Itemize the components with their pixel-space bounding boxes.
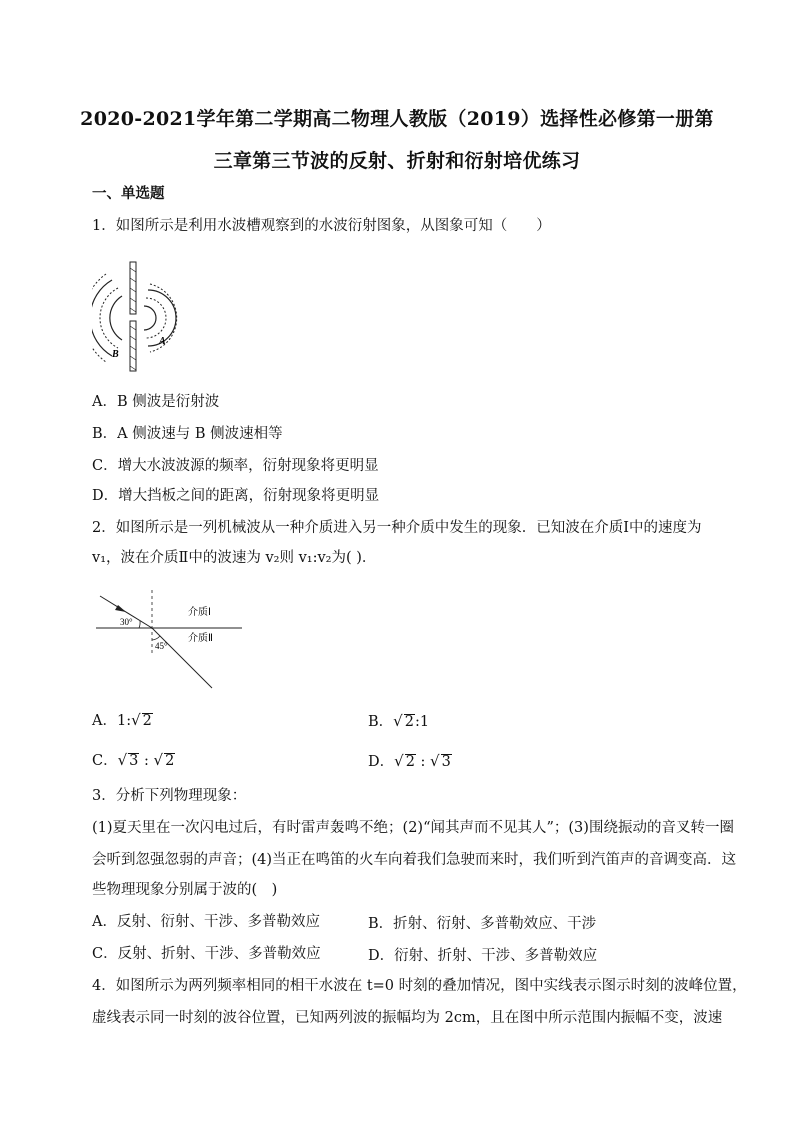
q1-diffraction-figure <box>92 258 187 373</box>
q1-option-a: A．B 侧波是衍射波 <box>92 394 220 410</box>
q2-option-d-radicand-2: 3 <box>441 754 451 770</box>
q2-medium-1: 介质Ⅰ <box>188 607 211 618</box>
q3-paragraph-line-1: (1)夏天里在一次闪电过后，有时雷声轰鸣不绝；(2)“闻其声而不见其人”；(3)围绕振动的音叉转一圈 <box>92 820 734 836</box>
q4-paragraph-line-2: 虚线表示同一时刻的波谷位置，已知两列波的振幅均为 2cm，且在图中所示范围内振幅不变，波速 <box>92 1010 723 1026</box>
q1-stem: 1．如图所示是利用水波槽观察到的水波衍射图象，从图象可知（ ） <box>92 218 551 234</box>
q2-angle-30: 30° <box>120 617 133 627</box>
q2-angle-45: 45° <box>155 641 168 651</box>
q1-option-d: D．增大挡板之间的距离，衍射现象将更明显 <box>92 488 380 504</box>
q1-label-b: B <box>112 349 119 360</box>
q2-option-c-radicand-2: 2 <box>165 753 175 769</box>
q1-option-c: C．增大水波波源的频率，衍射现象将更明显 <box>92 458 379 474</box>
q3-stem: 3．分析下列物理现象： <box>92 788 247 804</box>
title-line-2: 三章第三节波的反射、折射和衍射培优练习 <box>213 150 581 172</box>
q2-option-d: D．√ 2 : √ 3 <box>368 752 451 770</box>
title-line-1: 2020-2021学年第二学期高二物理人教版（2019）选择性必修第一册第 <box>80 108 714 130</box>
q2-option-c-radicand-1: 3 <box>129 753 139 769</box>
q3-option-c: C．反射、折射、干涉、多普勒效应 <box>92 946 321 962</box>
q2-option-c: C．√ 3 : √ 2 <box>92 751 175 769</box>
q2-refraction-figure <box>94 588 244 690</box>
q1-label-a: A <box>159 336 166 347</box>
q1-option-b: B．A 侧波速与 B 侧波速相等 <box>92 426 283 442</box>
q2-option-b: B．√ 2:1 <box>368 712 430 730</box>
q3-option-d: D．衍射、折射、干涉、多普勒效应 <box>368 948 598 964</box>
q3-option-b: B．折射、衍射、多普勒效应、干涉 <box>368 916 597 932</box>
q2-stem-line-2: v₁，波在介质Ⅱ中的波速为 v₂则 v₁:v₂为( )． <box>92 550 377 566</box>
q2-option-d-radicand-1: 2 <box>405 754 415 770</box>
q3-paragraph-line-2: 会听到忽强忽弱的声音；(4)当正在鸣笛的火车向着我们急驶而来时，我们听到汽笛声的音调变高．这 <box>92 852 737 868</box>
q2-stem-line-1: 2．如图所示是一列机械波从一种介质进入另一种介质中发生的现象．已知波在介质Ⅰ中的速度为 <box>92 520 702 536</box>
q3-paragraph-line-3: 些物理现象分别属于波的( ) <box>92 882 278 898</box>
q3-option-a: A．反射、衍射、干涉、多普勒效应 <box>92 914 320 930</box>
q2-option-a: A．1:√ 2 <box>92 711 152 729</box>
q2-option-b-radicand: 2 <box>404 714 414 730</box>
q2-option-a-radicand: 2 <box>142 713 152 729</box>
section-heading: 一、单选题 <box>92 185 165 202</box>
q2-medium-2: 介质Ⅱ <box>188 633 213 644</box>
q4-paragraph-line-1: 4．如图所示为两列频率相同的相干水波在 t=0 时刻的叠加情况，图中实线表示图示时刻的波峰位置， <box>92 978 747 994</box>
